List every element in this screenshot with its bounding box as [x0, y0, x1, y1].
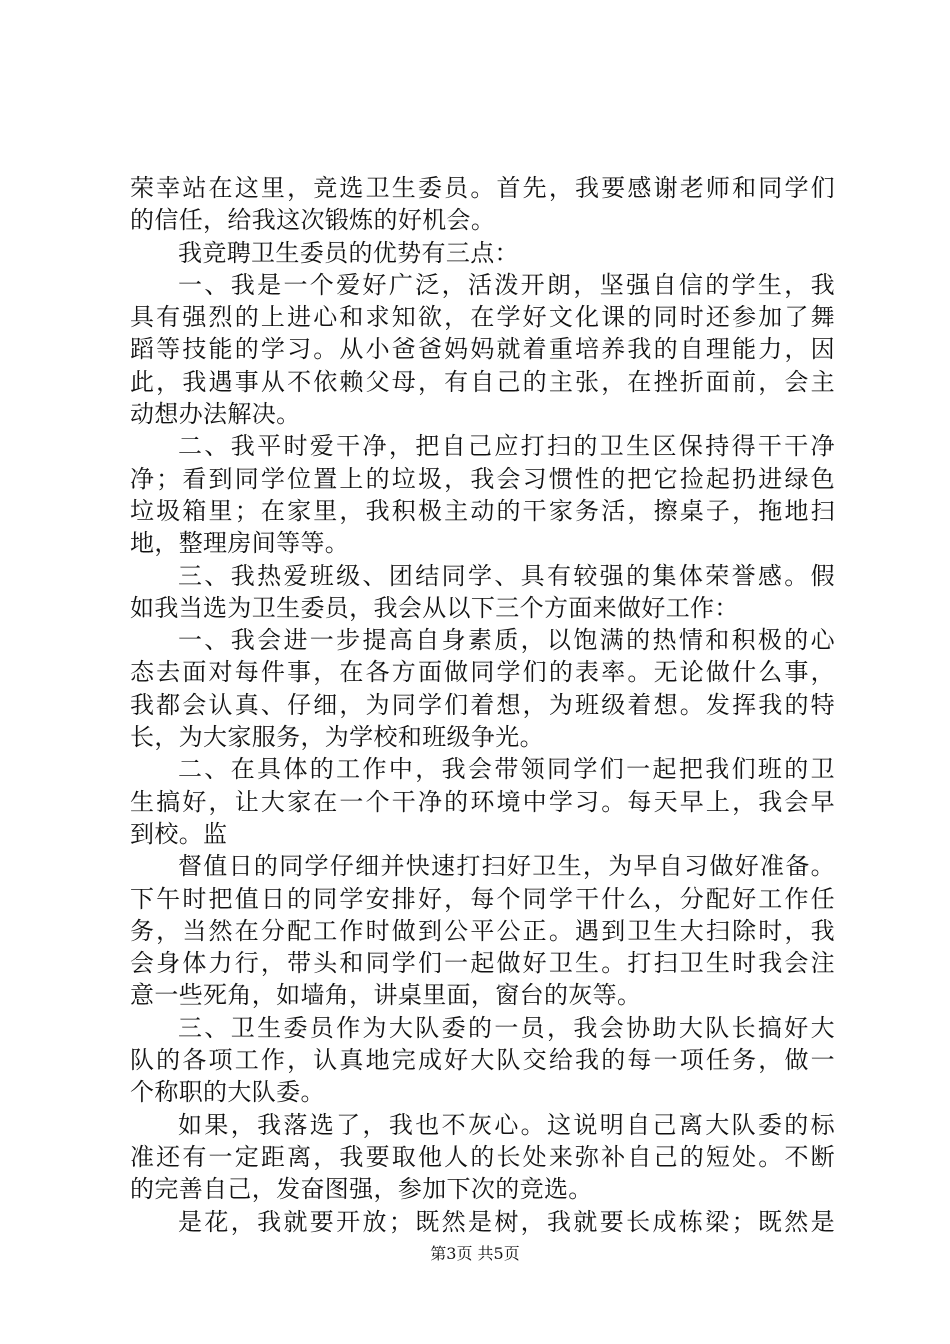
text-line: 意一些死角，如墙角，讲桌里面，窗台的灰等。 [130, 981, 642, 1010]
text-line: 到校。监 [130, 819, 228, 848]
text-line: 长，为大家服务，为学校和班级争光。 [130, 723, 544, 752]
text-line: 如我当选为卫生委员，我会从以下三个方面来做好工作： [130, 593, 739, 622]
text-line: 的完善自己，发奋图强，参加下次的竞选。 [130, 1175, 593, 1204]
text-line: 我都会认真、仔细，为同学们着想，为班级着想。发挥我的特 [130, 690, 835, 719]
text-line: 督值日的同学仔细并快速打扫好卫生，为早自习做好准备。 [178, 852, 835, 881]
text-line: 态去面对每件事，在各方面做同学们的表率。无论做什么事， [130, 658, 835, 687]
text-line: 动想办法解决。 [130, 400, 301, 429]
text-line: 净；看到同学位置上的垃圾，我会习惯性的把它捡起扔进绿色 [130, 464, 835, 493]
text-line: 的信任，给我这次锻炼的好机会。 [130, 206, 496, 235]
text-line: 如果，我落选了，我也不灰心。这说明自己离大队委的标 [178, 1110, 835, 1139]
text-line: 此，我遇事从不依赖父母，有自己的主张，在挫折面前，会主 [130, 367, 835, 396]
text-line: 二、我平时爱干净，把自己应打扫的卫生区保持得干干净 [178, 432, 835, 461]
text-line: 一、我会进一步提高自身素质，以饱满的热情和积极的心 [178, 626, 835, 655]
text-line: 准还有一定距离，我要取他人的长处来弥补自己的短处。不断 [130, 1142, 835, 1171]
text-line: 三、我热爱班级、团结同学、具有较强的集体荣誉感。假 [178, 561, 835, 590]
text-line: 三、卫生委员作为大队委的一员，我会协助大队长搞好大 [178, 1013, 835, 1042]
text-line: 具有强烈的上进心和求知欲，在学好文化课的同时还参加了舞 [130, 303, 835, 332]
text-line: 是花，我就要开放；既然是树，我就要长成栋梁；既然是 [178, 1207, 835, 1236]
text-line: 务，当然在分配工作时做到公平公正。遇到卫生大扫除时，我 [130, 916, 835, 945]
page-number-footer: 第3页 共5页 [430, 1244, 520, 1263]
text-line: 地，整理房间等等。 [130, 529, 350, 558]
text-line: 会身体力行，带头和同学们一起做好卫生。打扫卫生时我会注 [130, 949, 835, 978]
text-line: 我竞聘卫生委员的优势有三点： [178, 238, 519, 267]
text-line: 下午时把值日的同学安排好，每个同学干什么，分配好工作任 [130, 884, 835, 913]
text-line: 二、在具体的工作中，我会带领同学们一起把我们班的卫 [178, 755, 835, 784]
document-body [130, 172, 835, 1238]
text-line: 一、我是一个爱好广泛，活泼开朗，坚强自信的学生，我 [178, 270, 835, 299]
text-line: 个称职的大队委。 [130, 1078, 325, 1107]
text-line: 荣幸站在这里，竞选卫生委员。首先，我要感谢老师和同学们 [130, 174, 835, 202]
text-line: 蹈等技能的学习。从小爸爸妈妈就着重培养我的自理能力，因 [130, 335, 835, 364]
text-line: 垃圾箱里；在家里，我积极主动的干家务活，擦桌子，拖地扫 [130, 496, 835, 525]
text-line: 队的各项工作，认真地完成好大队交给我的每一项任务，做一 [130, 1046, 835, 1075]
text-line: 生搞好，让大家在一个干净的环境中学习。每天早上，我会早 [130, 787, 835, 816]
